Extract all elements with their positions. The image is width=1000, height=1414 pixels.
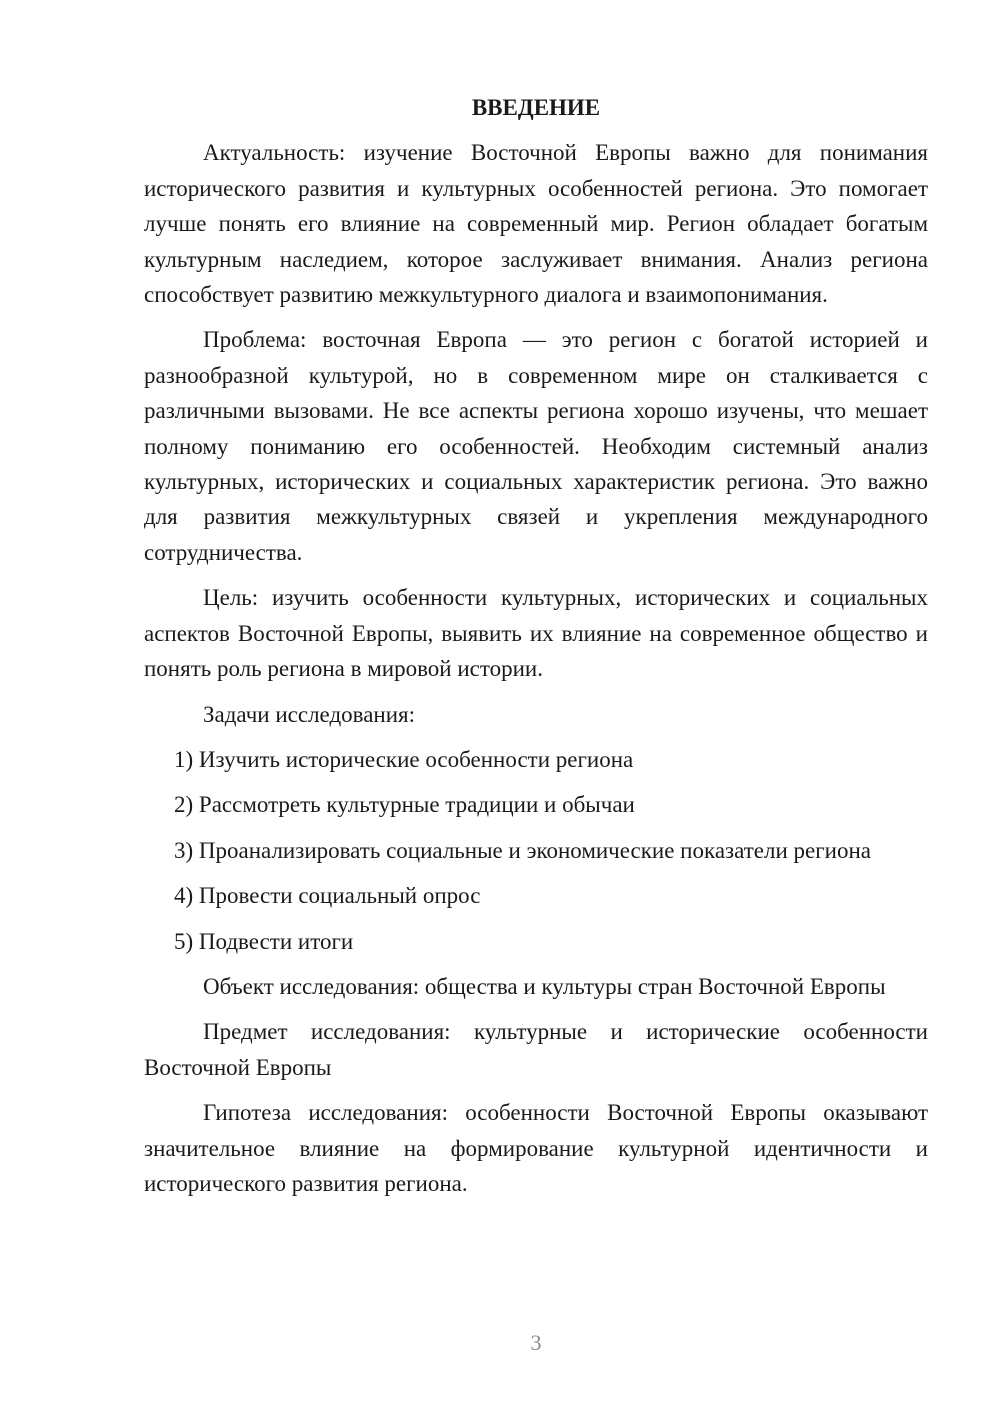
document-body: [144, 90, 928, 1211]
relevance-paragraph: Актуальность: изучение Восточной Европы важно для понимания исторического развития и культурных особенностей региона. Это помогает лучше понять его влияние на современный мир. Регион обладает богатым культурным наследием, которое заслуживает внимания. Анализ региона способствует развитию межкультурного диалога и взаимопонимания.: [144, 140, 928, 308]
section-heading: ВВЕДЕНИЕ: [471, 95, 601, 120]
task-item: 5) Подвести итоги: [174, 928, 354, 954]
hypothesis-paragraph: Гипотеза исследования: особенности Восточной Европы оказывают значительное влияние на формирование культурной идентичности и исторического развития региона.: [144, 1100, 928, 1196]
task-item: 1) Изучить исторические особенности региона: [174, 746, 634, 772]
problem-paragraph: Проблема: восточная Европа — это регион с богатой историей и разнообразной культурой, но в современном мире он сталкивается с различными вызовами. Не все аспекты региона хорошо изучены, что мешает полному пониманию его особенностей. Необходим системный анализ культурных, исторических и социальных характеристик региона. Это важно для развития межкультурных связей и укрепления международного сотрудничества.: [144, 327, 928, 565]
tasks-heading: Задачи исследования:: [203, 701, 416, 727]
subject-paragraph: Предмет исследования: культурные и исторические особенности Восточной Европы: [144, 1019, 928, 1080]
goal-paragraph: Цель: изучить особенности культурных, исторических и социальных аспектов Восточной Европы, выявить их влияние на современное общество и понять роль региона в мировой истории.: [144, 585, 928, 682]
task-item: 4) Провести социальный опрос: [174, 883, 481, 909]
task-item: 3) Проанализировать социальные и экономические показатели региона: [174, 837, 871, 863]
task-item: 2) Рассмотреть культурные традиции и обычаи: [174, 792, 635, 818]
page-number: 3: [530, 1330, 542, 1355]
object-paragraph: Объект исследования: общества и культуры стран Восточной Европы: [203, 973, 886, 999]
